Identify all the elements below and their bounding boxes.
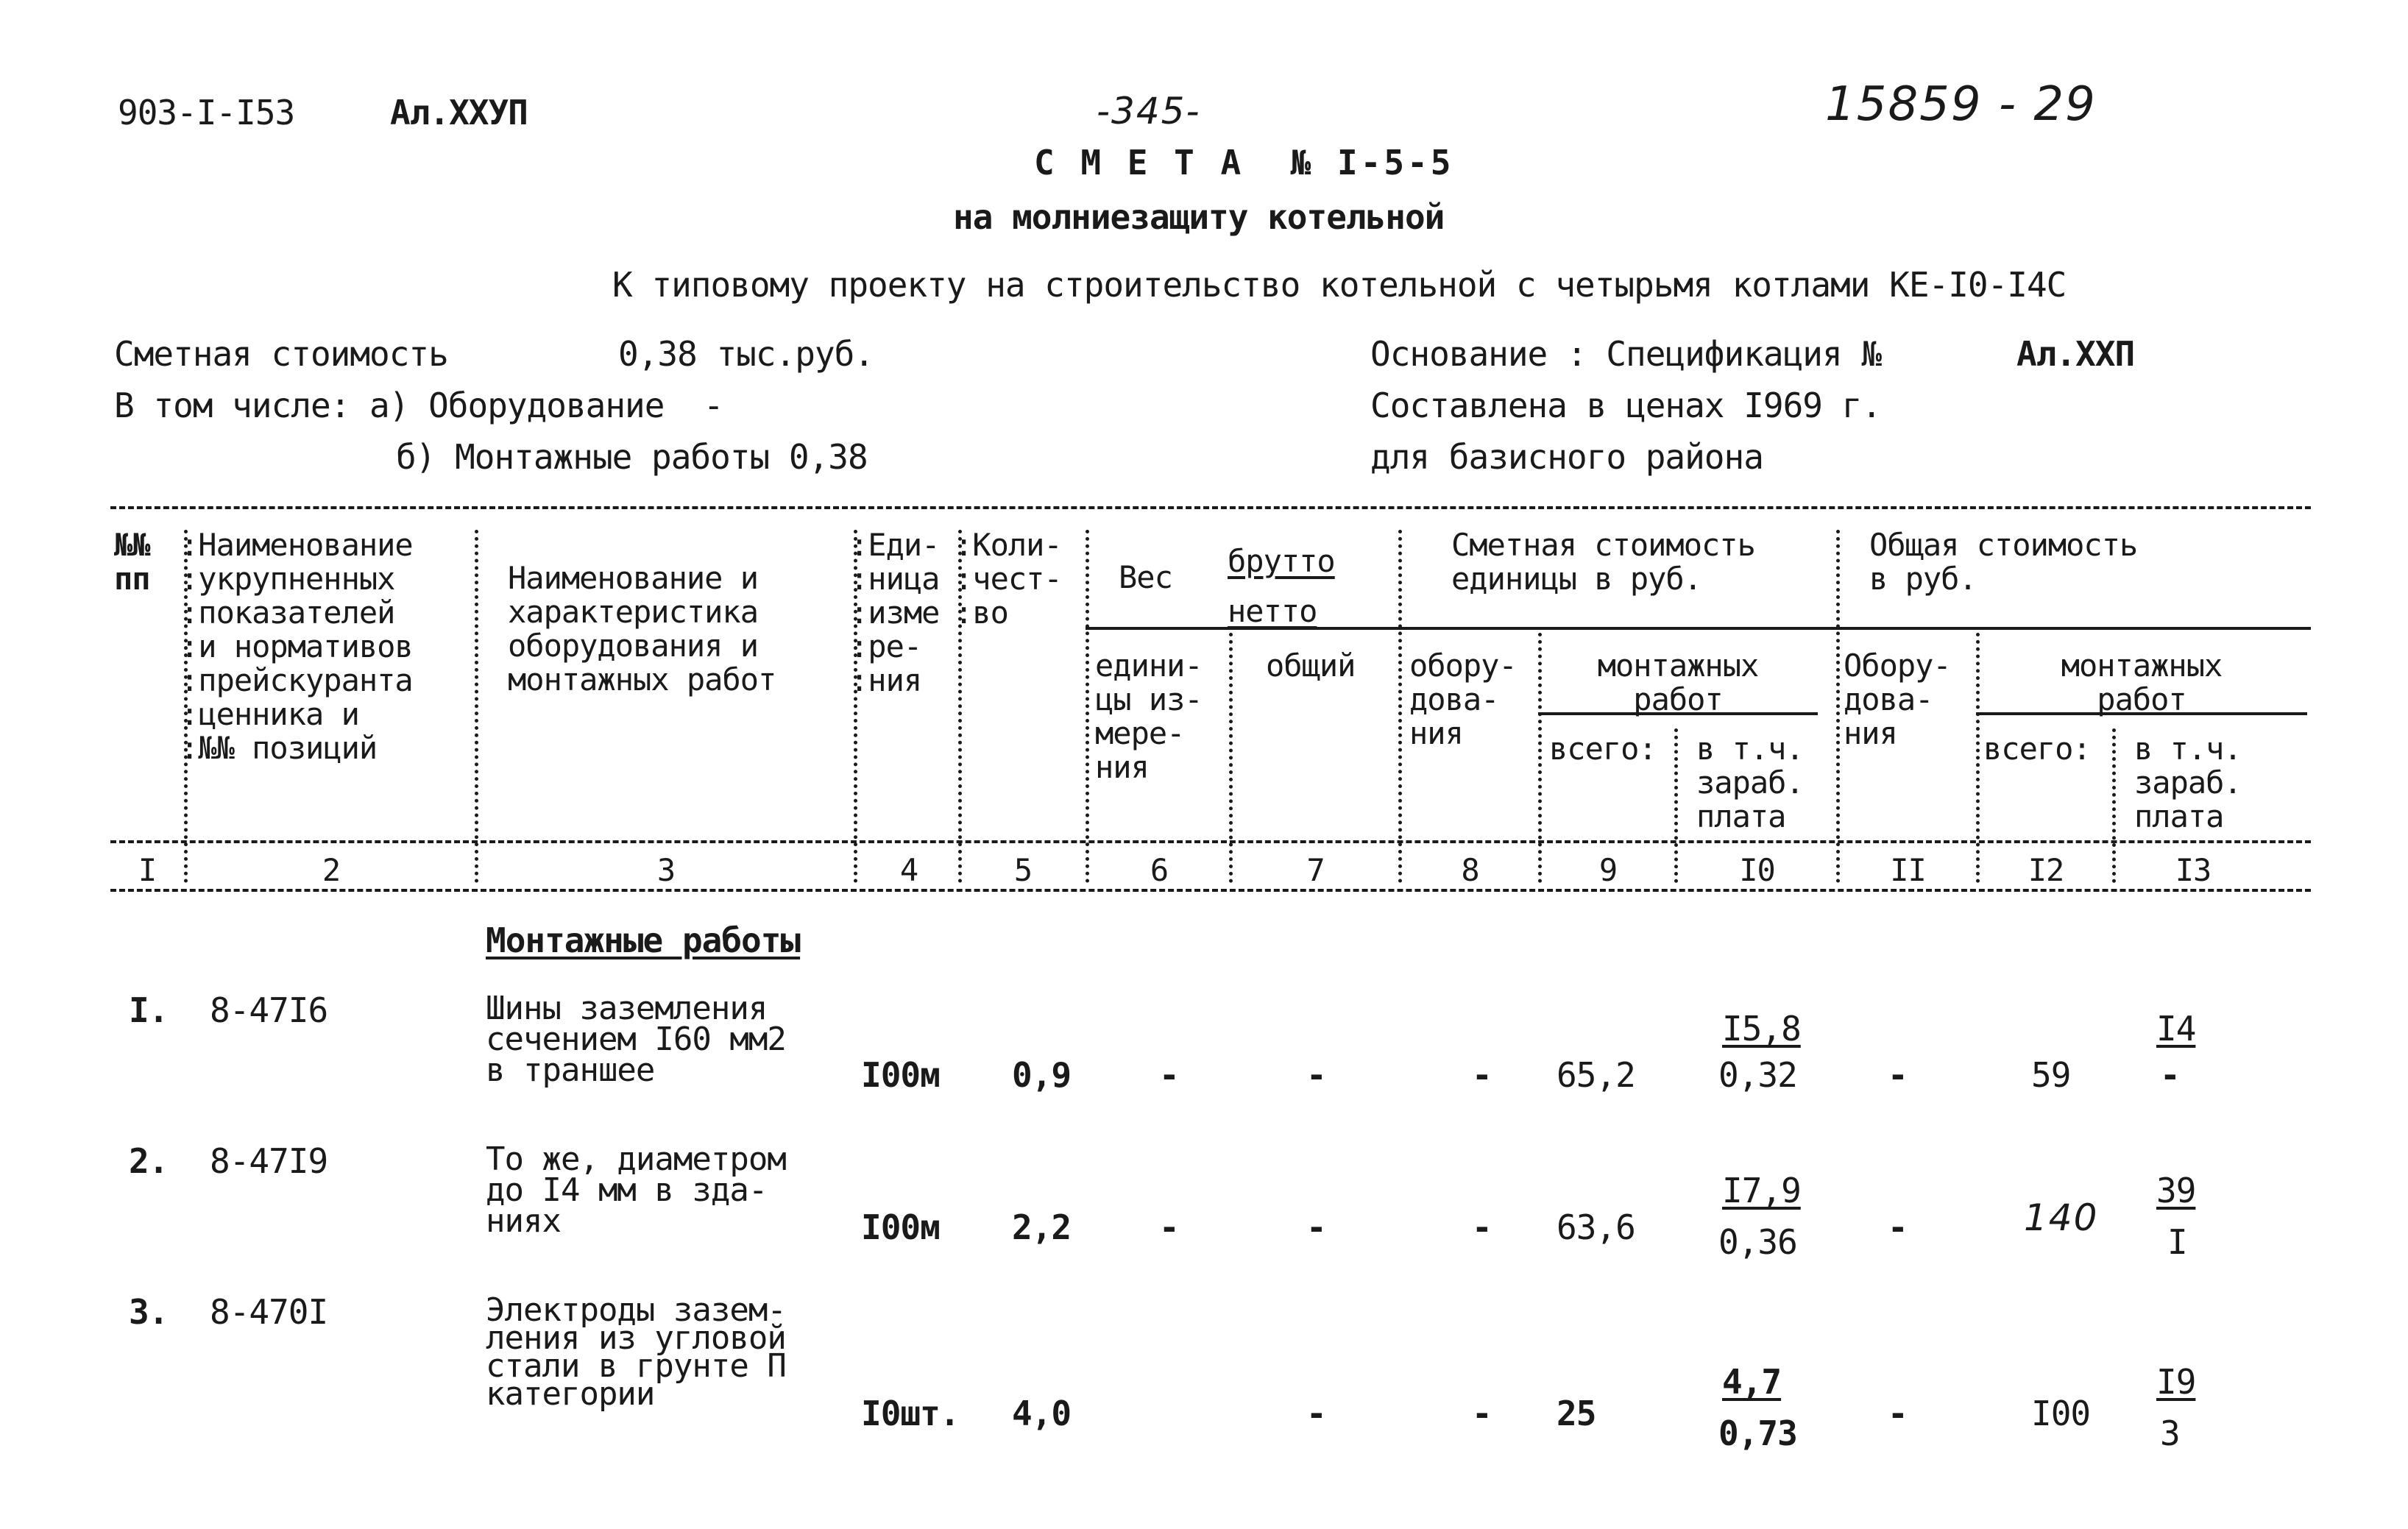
col-sep xyxy=(475,530,478,883)
hdr-total-montage-title: монтажных работ xyxy=(2061,648,2223,717)
row-3-weight-total: - xyxy=(1306,1394,1326,1433)
col-sep xyxy=(2112,728,2116,883)
row-1-equip: - xyxy=(1472,1055,1492,1095)
row-1-number: I. xyxy=(129,990,169,1030)
header-bottom-rule xyxy=(110,840,2311,843)
hdr-col-4: :Еди- :ница :изме :ре- :ния xyxy=(850,527,940,698)
col-num: I2 xyxy=(2028,852,2064,888)
basis-label: Основание : Спецификация № xyxy=(1370,334,1882,374)
col-num: 8 xyxy=(1461,852,1479,888)
row-1-unit: I00м xyxy=(861,1055,940,1095)
row-1-sum-wage-bottom: - xyxy=(2160,1055,2180,1095)
col-num: II xyxy=(1890,852,1926,888)
hdr-weight-netto: нетто xyxy=(1228,593,1317,629)
row-1-wage-bottom: 0,32 xyxy=(1718,1055,1797,1095)
col-num: 6 xyxy=(1150,852,1169,888)
col-num: 3 xyxy=(656,852,676,888)
doc-subtitle: на молниезащиту котельной xyxy=(953,197,1445,237)
row-3-wage-bottom: 0,73 xyxy=(1718,1413,1797,1453)
table-top-rule xyxy=(110,506,2311,509)
hdr-unit-montage-title: монтажных работ xyxy=(1597,648,1759,717)
basis-value: Ал.ХХП xyxy=(2016,334,2135,374)
row-1-sum-total: 59 xyxy=(2031,1055,2071,1095)
row-2-wage-bottom: 0,36 xyxy=(1718,1222,1797,1262)
col-num: I3 xyxy=(2175,852,2212,888)
col-num: 9 xyxy=(1598,852,1618,888)
row-3-montage-total: 25 xyxy=(1557,1394,1596,1433)
row-1-name: Шины заземления сечением I60 мм2 в траншее xyxy=(486,990,786,1089)
page-number: -345- xyxy=(1097,90,1201,132)
row-2-sum-wage-bottom: I xyxy=(2167,1222,2187,1262)
mount-label: б) Монтажные работы 0,38 xyxy=(396,437,868,477)
hdr-col-12: всего: xyxy=(1983,731,2091,767)
col-sep xyxy=(1398,530,1402,883)
col-sep xyxy=(1538,633,1542,883)
hdr-col-11: Обору- дова- ния xyxy=(1844,648,1951,751)
row-2-number: 2. xyxy=(129,1141,169,1181)
row-3-equip: - xyxy=(1472,1394,1492,1433)
album-ref: Ал.XXУП xyxy=(390,93,528,132)
hdr-col-7: общий xyxy=(1266,648,1356,684)
hdr-col-3: Наименование и характеристика оборудования и монтажных работ xyxy=(508,560,776,698)
row-2-name: То же, диаметром до I4 мм в зда- ниях xyxy=(486,1140,786,1240)
section-title: Монтажные работы xyxy=(486,920,801,960)
col-num: 2 xyxy=(322,852,341,888)
row-2-montage-total: 63,6 xyxy=(1557,1207,1635,1247)
row-2-sum-total: 140 xyxy=(2024,1196,2099,1239)
col-num: I0 xyxy=(1739,852,1775,888)
hdr-unit-cost-title: Сметная стоимость единицы в руб. xyxy=(1451,527,1755,597)
row-3-unit: I0шт. xyxy=(861,1394,960,1433)
hdr-weight-title: Вес xyxy=(1119,559,1172,595)
hdr-weight-brutto: брутто xyxy=(1228,543,1335,579)
hdr-col-13: в т.ч. зараб. плата xyxy=(2134,731,2242,834)
row-3-sum-equip: - xyxy=(1888,1394,1908,1433)
col-num: 4 xyxy=(899,852,918,888)
row-3-sum-wage-top: I9 xyxy=(2156,1362,2196,1402)
row-1-wage-top: I5,8 xyxy=(1722,1009,1801,1049)
hdr-col-2: :Наименование :укрупненных :показателей :и нормативов :прейскуранта :ценника и :№№ позиций xyxy=(180,527,413,766)
col-num: 5 xyxy=(1013,852,1033,888)
row-2-weight-total: - xyxy=(1306,1207,1326,1247)
hdr-col-5: :Коли- :чест- :во xyxy=(955,527,1062,631)
hdr-col-6: едини- цы из- мере- ния xyxy=(1095,648,1203,785)
col-sep xyxy=(1086,530,1089,883)
hdr-total-cost-title: Общая стоимость в руб. xyxy=(1869,527,2138,597)
hdr-col-10: в т.ч. зараб. плата xyxy=(1696,731,1804,834)
prices-line: Составлена в ценах I969 г. xyxy=(1370,386,1882,425)
row-1-weight-total: - xyxy=(1306,1055,1326,1095)
row-3-sum-total: I00 xyxy=(2031,1394,2091,1433)
row-2-code: 8-47I9 xyxy=(210,1141,328,1181)
cost-value: 0,38 тыс.руб. xyxy=(618,334,874,374)
cost-label: Сметная стоимость xyxy=(114,334,448,374)
row-1-sum-wage-top: I4 xyxy=(2156,1009,2196,1049)
row-3-name: Электроды зазем- ления из угловой стали в грунте П категории xyxy=(486,1291,786,1413)
column-numbers-rule xyxy=(110,889,2311,892)
row-1-code: 8-47I6 xyxy=(210,990,328,1030)
row-2-equip: - xyxy=(1472,1207,1492,1247)
hdr-col-9: всего: xyxy=(1549,731,1657,767)
row-1-weight-unit: - xyxy=(1159,1055,1179,1095)
row-2-sum-wage-top: 39 xyxy=(2156,1171,2196,1210)
col-sep xyxy=(1229,633,1233,883)
row-3-sum-wage-bottom: 3 xyxy=(2160,1413,2180,1453)
col-sep xyxy=(1976,633,1980,883)
row-2-qty: 2,2 xyxy=(1012,1207,1072,1247)
row-3-qty: 4,0 xyxy=(1012,1394,1072,1433)
row-3-wage-top: 4,7 xyxy=(1722,1362,1782,1402)
hdr-col-1: №№ пп xyxy=(114,527,150,597)
row-2-sum-equip: - xyxy=(1888,1207,1908,1247)
row-2-unit: I00м xyxy=(861,1207,940,1247)
col-num: 7 xyxy=(1306,852,1325,888)
row-1-montage-total: 65,2 xyxy=(1557,1055,1635,1095)
row-1-sum-equip: - xyxy=(1888,1055,1908,1095)
doc-code: 903-I-I53 xyxy=(118,93,295,132)
row-1-qty: 0,9 xyxy=(1012,1055,1072,1095)
project-line: К типовому проекту на строительство котельной с четырьмя котлами КЕ-I0-I4С xyxy=(612,265,2067,305)
col-sep xyxy=(1674,728,1678,883)
hdr-col-8: обору- дова- ния xyxy=(1409,648,1517,751)
col-num: I xyxy=(138,852,157,888)
row-3-number: 3. xyxy=(129,1292,169,1332)
row-3-code: 8-470I xyxy=(210,1292,328,1332)
doc-title: С М Е Т А № I-5-5 xyxy=(1034,143,1454,182)
incl-label: В том числе: а) Оборудование - xyxy=(114,386,723,425)
region-line: для базисного района xyxy=(1370,437,1763,477)
row-2-wage-top: I7,9 xyxy=(1722,1171,1801,1210)
row-2-weight-unit: - xyxy=(1159,1207,1179,1247)
archive-stamp: 15859 - 29 xyxy=(1825,77,2097,132)
col-sep xyxy=(1836,530,1840,883)
